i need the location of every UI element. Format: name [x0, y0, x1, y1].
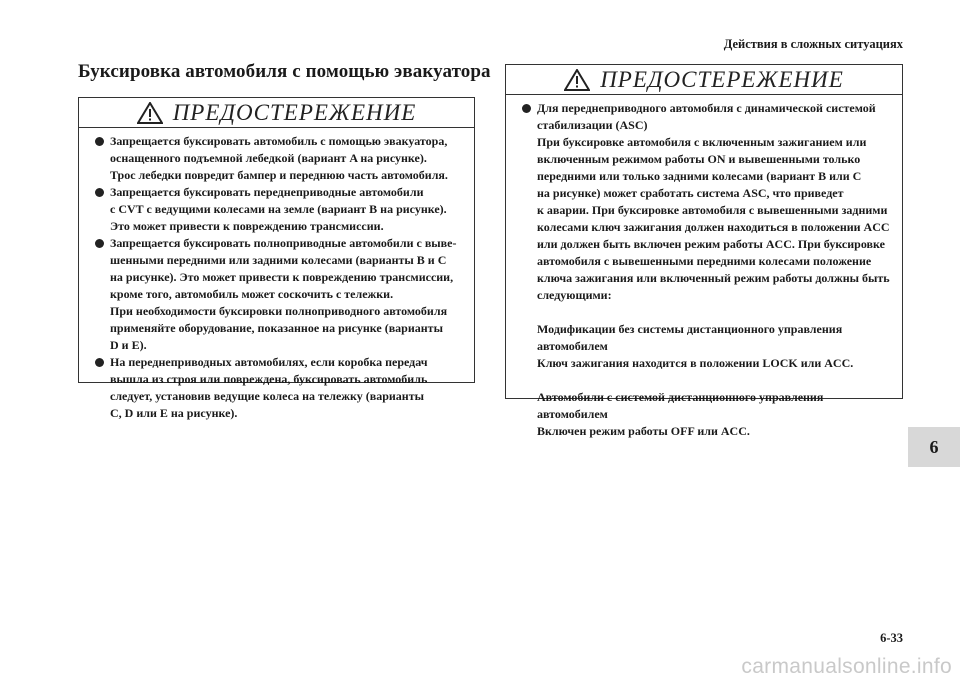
text-line: C, D или E на рисунке).	[110, 406, 238, 420]
warning-item	[93, 235, 460, 354]
right-warning-body	[506, 95, 902, 440]
text-line: Модификации без системы дистанционного управления	[537, 322, 843, 336]
warning-item	[93, 184, 460, 235]
text-line: Автомобили с системой дистанционного управления	[537, 390, 824, 404]
text-line: стабилизации (ASC)	[537, 118, 648, 132]
text-line: следует, установив ведущие колеса на тележку (варианты	[110, 389, 424, 403]
text-line: к аварии. При буксировке автомобиля с вывешенными задними	[537, 203, 888, 217]
text-line: или должен быть включен режим работы ACC. При буксировке	[537, 237, 885, 251]
bullet-dot-icon	[522, 104, 531, 113]
text-line: Запрещается буксировать переднеприводные автомобили	[110, 185, 424, 199]
page-number: 6-33	[880, 631, 903, 645]
sub-paragraph-no-remote	[520, 321, 888, 372]
bullet-dot-icon	[95, 188, 104, 197]
bullet-dot-icon	[95, 239, 104, 248]
sub-paragraph-with-remote	[520, 389, 888, 440]
text-line: Это может привести к повреждению трансмиссии.	[110, 219, 384, 233]
text-line: При буксировке автомобиля с включенным зажиганием или	[537, 135, 867, 149]
text-line: передними или только задними колесами (вариант B или C	[537, 169, 862, 183]
right-warning-heading: ПРЕДОСТЕРЕЖЕНИЕ	[600, 66, 844, 92]
left-warning-body	[79, 128, 474, 422]
text-line: применяйте оборудование, показанное на рисунке (варианты	[110, 321, 443, 335]
warning-item	[93, 133, 460, 184]
text-line: ключа зажигания или включенный режим работы должны быть	[537, 271, 890, 285]
text-line: оснащенного подъемной лебедкой (вариант A на рисунке).	[110, 151, 427, 165]
bullet-dot-icon	[95, 358, 104, 367]
text-line: с CVT с ведущими колесами на земле (вариант B на рисунке).	[110, 202, 447, 216]
text-line: вышла из строя или повреждена, буксировать автомобиль	[110, 372, 428, 386]
running-header: Действия в сложных ситуациях	[723, 37, 903, 51]
watermark: carmanualsonline.info	[741, 655, 952, 678]
text-line: Трос лебедки повредит бампер и переднюю часть автомобиля.	[110, 168, 448, 182]
text-line: На переднеприводных автомобилях, если коробка передач	[110, 355, 428, 369]
text-line: При необходимости буксировки полноприводного автомобиля	[110, 304, 448, 318]
right-warning-box	[505, 64, 903, 438]
text-line: на рисунке) может сработать система ASC, что приведет	[537, 186, 844, 200]
left-warning-heading: ПРЕДОСТЕРЕЖЕНИЕ	[172, 99, 417, 125]
text-line: автомобиля с вывешенными передними колесами положение	[537, 254, 872, 268]
spacer	[520, 372, 888, 389]
spacer	[520, 304, 888, 321]
warning-item	[93, 354, 460, 422]
text-line: кроме того, автомобиль может соскочить с тележки.	[110, 287, 394, 301]
text-line: колесами ключ зажигания должен находиться в положении ACC	[537, 220, 890, 234]
text-line: автомобилем	[537, 339, 608, 353]
warning-triangle-icon	[564, 69, 590, 91]
right-warning-header	[506, 65, 902, 95]
section-title: Буксировка автомобиля с помощью эвакуатора	[78, 61, 491, 82]
bullet-dot-icon	[95, 137, 104, 146]
text-line: включенным режимом работы ON и вывешенными только	[537, 152, 861, 166]
text-line: D и E).	[110, 338, 147, 352]
text-line: Запрещается буксировать полноприводные автомобили с выве-	[110, 236, 457, 250]
text-line: Для переднеприводного автомобиля с динамической системой	[537, 101, 876, 115]
text-line: шенными передними или задними колесами (варианты B и C	[110, 253, 447, 267]
text-line: Запрещается буксировать автомобиль с помощью эвакуатора,	[110, 134, 448, 148]
warning-triangle-icon	[137, 102, 163, 124]
left-warning-header	[79, 98, 474, 128]
warning-item	[520, 100, 888, 304]
text-line: Ключ зажигания находится в положении LOCK или ACC.	[537, 356, 854, 370]
chapter-tab: 6	[908, 427, 960, 467]
text-line: на рисунке). Это может привести к повреждению трансмиссии,	[110, 270, 454, 284]
text-line: автомобилем	[537, 407, 608, 421]
text-line: Включен режим работы OFF или ACC.	[537, 424, 750, 438]
left-warning-box	[78, 97, 475, 420]
text-line: следующими:	[537, 288, 612, 302]
